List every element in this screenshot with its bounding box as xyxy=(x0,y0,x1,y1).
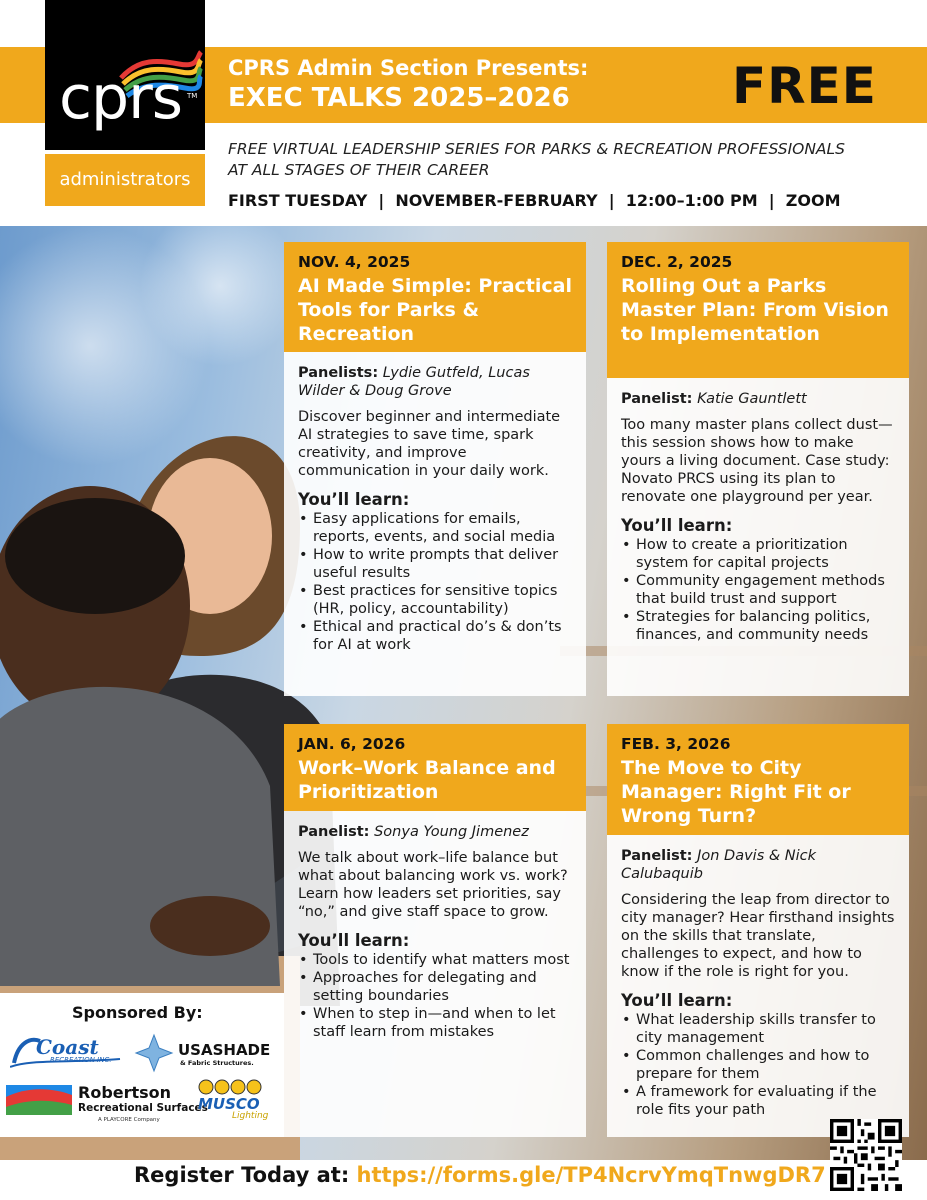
free-badge: FREE xyxy=(732,57,877,115)
coast-logo-sub: RECREATION INC. xyxy=(50,1056,112,1064)
session-panelists xyxy=(621,390,897,408)
coast-logo-text: Coast xyxy=(36,1035,99,1059)
session-card-nov xyxy=(284,242,586,696)
logo-black-panel xyxy=(45,0,205,150)
logo-wordmark: cprs xyxy=(59,63,183,133)
musco-sub: Lighting xyxy=(232,1111,269,1121)
sponsors-heading: Sponsored By: xyxy=(72,1003,203,1022)
learn-item: • Approaches for delegating and setting boundaries xyxy=(298,969,574,1005)
robertson-sub: Recreational Surfaces xyxy=(78,1102,208,1114)
panelists-names: Katie Gauntlett xyxy=(697,391,807,407)
session-panelists xyxy=(621,847,897,883)
session-title: Rolling Out a Parks Master Plan: From Vision to Implementation xyxy=(621,275,889,345)
panelists-label: Panelist: xyxy=(621,848,693,864)
panelists-label: Panelist: xyxy=(298,824,370,840)
session-card-feb xyxy=(607,724,909,1137)
learn-item: • Best practices for sensitive topics (HR, policy, accountability) xyxy=(298,582,574,618)
session-panelists xyxy=(298,364,574,400)
session-header xyxy=(607,242,909,378)
learn-heading: You’ll learn: xyxy=(298,931,410,950)
musco-lights-icon xyxy=(196,1077,276,1097)
usa-shade-text: USASHADE xyxy=(178,1041,271,1059)
robertson-logo xyxy=(6,1081,208,1129)
session-date: JAN. 6, 2026 xyxy=(298,735,406,753)
usa-shade-logo xyxy=(134,1033,279,1073)
musco-logo xyxy=(196,1077,276,1125)
session-body xyxy=(284,811,586,1137)
cprs-logo xyxy=(45,0,205,206)
musco-text: MUSCO xyxy=(198,1095,260,1113)
panelists-names: Lydie Gutfeld, Lucas Wilder & Doug Grove xyxy=(298,365,530,399)
register-label: Register Today at: xyxy=(134,1163,350,1187)
learn-item: • When to step in—and when to let staff learn from mistakes xyxy=(298,1005,574,1041)
learn-item: • Easy applications for emails, reports, events, and social media xyxy=(298,510,574,546)
session-date: DEC. 2, 2025 xyxy=(621,253,733,271)
session-card-jan xyxy=(284,724,586,1137)
session-body xyxy=(607,378,909,696)
robertson-mark-icon xyxy=(6,1085,72,1115)
learn-item: • What leadership skills transfer to city management xyxy=(621,1011,897,1047)
panelists-label: Panelist: xyxy=(621,391,693,407)
session-body xyxy=(607,835,909,1137)
session-date: FEB. 3, 2026 xyxy=(621,735,731,753)
session-description: Considering the leap from director to city manager? Hear firsthand insights on the skills that translate, challenges to expect, and how to know if the role is right for you. xyxy=(621,892,895,980)
session-title: The Move to City Manager: Right Fit or Wrong Turn? xyxy=(621,757,851,827)
learn-list xyxy=(298,951,574,1041)
learn-list xyxy=(621,1011,897,1119)
learn-item: • How to write prompts that deliver useful results xyxy=(298,546,574,582)
robertson-text: Robertson xyxy=(78,1083,172,1102)
panelists-names: Sonya Young Jimenez xyxy=(374,824,529,840)
learn-heading: You’ll learn: xyxy=(298,490,410,509)
learn-heading: You’ll learn: xyxy=(621,991,733,1010)
session-date: NOV. 4, 2025 xyxy=(298,253,411,271)
learn-item: • Tools to identify what matters most xyxy=(298,951,574,969)
session-header xyxy=(607,724,909,835)
register-link[interactable]: https://forms.gle/TP4NcrvYmqTnwgDR7 xyxy=(356,1163,826,1187)
panelists-label: Panelists: xyxy=(298,365,379,381)
series-title: EXEC TALKS 2025–2026 xyxy=(228,83,570,113)
trademark-mark: TM xyxy=(187,92,198,100)
learn-item: • Ethical and practical do’s & don’ts for AI at work xyxy=(298,618,574,654)
register-line xyxy=(0,1163,927,1187)
usa-shade-sub: & Fabric Structures. xyxy=(180,1059,254,1067)
session-description: We talk about work–life balance but what about balancing work vs. work? Learn how leaders set priorities, say “no,” and give staff space to grow. xyxy=(298,850,568,920)
learn-item: • Strategies for balancing politics, finances, and community needs xyxy=(621,608,897,644)
learn-item: • Common challenges and how to prepare for them xyxy=(621,1047,897,1083)
session-header xyxy=(284,724,586,811)
coast-recreation-logo xyxy=(10,1033,125,1071)
sponsors-panel xyxy=(0,993,284,1137)
robertson-tag: A PLAYCORE Company xyxy=(98,1117,160,1123)
session-card-dec xyxy=(607,242,909,696)
session-description: Discover beginner and intermediate AI strategies to save time, spark creativity, and improve communication in your daily work. xyxy=(298,409,561,479)
learn-item: • A framework for evaluating if the role fits your path xyxy=(621,1083,897,1119)
session-panelists xyxy=(298,823,574,841)
session-body xyxy=(284,352,586,696)
session-title: Work–Work Balance and Prioritization xyxy=(298,757,556,803)
presenter-line: CPRS Admin Section Presents: xyxy=(228,56,589,80)
session-title: AI Made Simple: Practical Tools for Parks & Recreation xyxy=(298,275,572,345)
learn-item: • How to create a prioritization system for capital projects xyxy=(621,536,897,572)
panelists-names: Jon Davis & Nick Calubaquib xyxy=(621,848,817,882)
usa-shade-star-icon xyxy=(134,1033,174,1073)
series-tagline: FREE VIRTUAL LEADERSHIP SERIES FOR PARKS & RECREATION PROFESSIONALS AT ALL STAGES OF THEIR CAREER xyxy=(228,140,846,179)
learn-item: • Community engagement methods that build trust and support xyxy=(621,572,897,608)
learn-heading: You’ll learn: xyxy=(621,516,733,535)
session-header xyxy=(284,242,586,352)
logo-subtitle: administrators xyxy=(45,154,205,206)
schedule-line: FIRST TUESDAY | NOVEMBER-FEBRUARY | 12:00–1:00 PM | ZOOM xyxy=(228,191,841,210)
session-description: Too many master plans collect dust—this session shows how to make yours a living document. Case study: Novato PRCS using its plan to renovate one playground per year. xyxy=(621,417,893,505)
learn-list xyxy=(298,510,574,654)
learn-list xyxy=(621,536,897,644)
